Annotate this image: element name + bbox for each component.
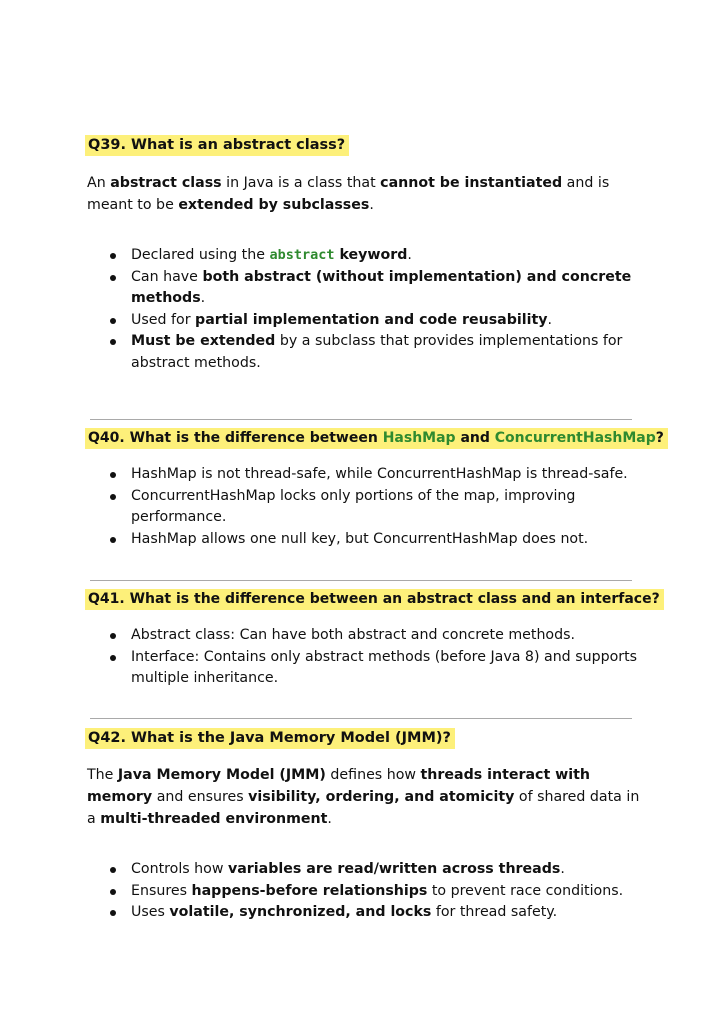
q42-b2-text-1: Ensures <box>131 882 192 899</box>
q40-bullet-list <box>107 464 647 550</box>
q42-intro-bold-3: visibility, ordering, and atomicity <box>248 789 515 805</box>
q39-bullet-list <box>107 245 647 374</box>
q40-term-hashmap: HashMap <box>382 430 456 446</box>
q42-b2-bold: happens-before relationships <box>191 882 428 899</box>
bullet-dot-icon <box>110 275 116 281</box>
q42-intro-text-1: The <box>87 767 118 783</box>
q42-bullet-1 <box>107 859 647 881</box>
q42-bullet-2 <box>107 881 647 903</box>
bullet-dot-icon <box>110 472 116 478</box>
q42-heading <box>85 728 455 748</box>
q42-b3-text-1: Uses <box>131 904 170 920</box>
q39-bullet-1 <box>107 245 647 267</box>
q41-title: Q41. What is the difference between an abstract class and an interface? <box>85 589 664 610</box>
q39-b4-text: by a subclass that provides implementations for abstract methods. <box>131 333 623 371</box>
q40-term-concurrenthashmap: ConcurrentHashMap <box>494 430 656 446</box>
q42-intro-text-3: and ensures <box>152 789 249 805</box>
bullet-dot-icon <box>110 889 116 895</box>
q42-b3-text-2: for thread safety. <box>431 904 558 920</box>
q41-heading <box>85 589 664 609</box>
q39-intro-bold-2: cannot be instantiated <box>380 175 563 191</box>
q39-b1-text-1: Declared using the <box>131 247 270 263</box>
bullet-dot-icon <box>110 318 116 324</box>
q42-intro-text-2: defines how <box>325 767 421 783</box>
bullet-dot-icon <box>110 537 116 543</box>
q42-intro-text-4: of shared data in a <box>87 789 640 827</box>
q39-intro-bold-1: abstract class <box>110 175 222 191</box>
section-divider <box>90 718 632 719</box>
q39-intro-bold-3: extended by subclasses <box>178 197 370 213</box>
q40-bullet-3-text: HashMap allows one null key, but ConcurrentHashMap does not. <box>131 530 589 547</box>
q40-heading <box>85 428 668 448</box>
section-divider <box>90 419 632 420</box>
q39-b4-bold: Must be extended <box>131 333 276 349</box>
q42-title: Q42. What is the Java Memory Model (JMM)? <box>85 728 455 749</box>
q42-intro-paragraph <box>87 764 647 830</box>
q42-intro-bold-1: Java Memory Model (JMM) <box>117 767 326 783</box>
bullet-dot-icon <box>110 633 116 639</box>
q42-b2-text-2: to prevent race conditions. <box>427 882 624 899</box>
q39-b3-text-2: . <box>547 311 553 328</box>
q39-b2-text-2: . <box>200 290 206 306</box>
q39-bullet-4 <box>107 331 647 374</box>
q39-b2-text-1: Can have <box>131 268 203 285</box>
q40-title-prefix: Q40. What is the difference between <box>88 430 383 446</box>
q39-b3-bold: partial implementation and code reusability <box>195 311 548 328</box>
q39-intro-text-2: in Java is a class that <box>221 175 381 191</box>
q42-intro-bold-4: multi-threaded environment <box>100 811 328 827</box>
q39-b1-bold: keyword <box>334 247 408 263</box>
q41-bullet-1-text: Abstract class: Can have both abstract and concrete methods. <box>131 627 576 643</box>
q42-b3-bold: volatile, synchronized, and locks <box>169 904 432 920</box>
q40-bullet-1 <box>107 464 647 486</box>
q40-bullet-1-text: HashMap is not thread-safe, while ConcurrentHashMap is thread-safe. <box>131 466 628 482</box>
bullet-dot-icon <box>110 910 116 916</box>
q42-bullet-3 <box>107 902 647 924</box>
q42-intro-bold-2: threads interact with memory <box>87 767 591 805</box>
q40-bullet-3 <box>107 529 647 551</box>
q39-intro-text-4: . <box>369 197 374 213</box>
q42-b1-text-2: . <box>560 861 565 877</box>
q42-b1-text-1: Controls how <box>131 861 228 877</box>
q41-bullet-2 <box>107 647 647 690</box>
q40-title <box>85 428 668 449</box>
bullet-dot-icon <box>110 867 116 873</box>
q42-b1-bold: variables are read/written across threads <box>227 861 561 877</box>
q41-bullet-list <box>107 625 647 690</box>
q39-intro-text-3: and is meant to be <box>87 175 610 213</box>
q39-b1-code: abstract <box>269 247 335 263</box>
q39-b3-text-1: Used for <box>131 311 196 328</box>
q41-bullet-2-text: Interface: Contains only abstract methods (before Java 8) and supports multiple inheritance. <box>131 648 638 686</box>
q40-title-and: and <box>455 430 495 446</box>
q39-heading <box>85 135 349 155</box>
bullet-dot-icon <box>110 655 116 661</box>
section-divider <box>90 580 632 581</box>
q39-title: Q39. What is an abstract class? <box>85 135 349 156</box>
q39-b2-bold: both abstract (without implementation) and concrete methods <box>131 268 632 306</box>
q39-intro-paragraph <box>87 172 647 216</box>
bullet-dot-icon <box>110 253 116 259</box>
q41-bullet-1 <box>107 625 647 647</box>
bullet-dot-icon <box>110 494 116 500</box>
q40-bullet-2-text: ConcurrentHashMap locks only portions of the map, improving performance. <box>131 487 576 525</box>
q40-title-qmark: ? <box>655 430 664 446</box>
q39-bullet-2 <box>107 267 647 310</box>
q39-intro-text-1: An <box>87 175 111 191</box>
q42-bullet-list <box>107 859 647 924</box>
q40-bullet-2 <box>107 486 647 529</box>
bullet-dot-icon <box>110 339 116 345</box>
q42-intro-text-5: . <box>327 811 332 827</box>
q39-b1-text-2: . <box>407 247 412 263</box>
q39-bullet-3 <box>107 310 647 332</box>
